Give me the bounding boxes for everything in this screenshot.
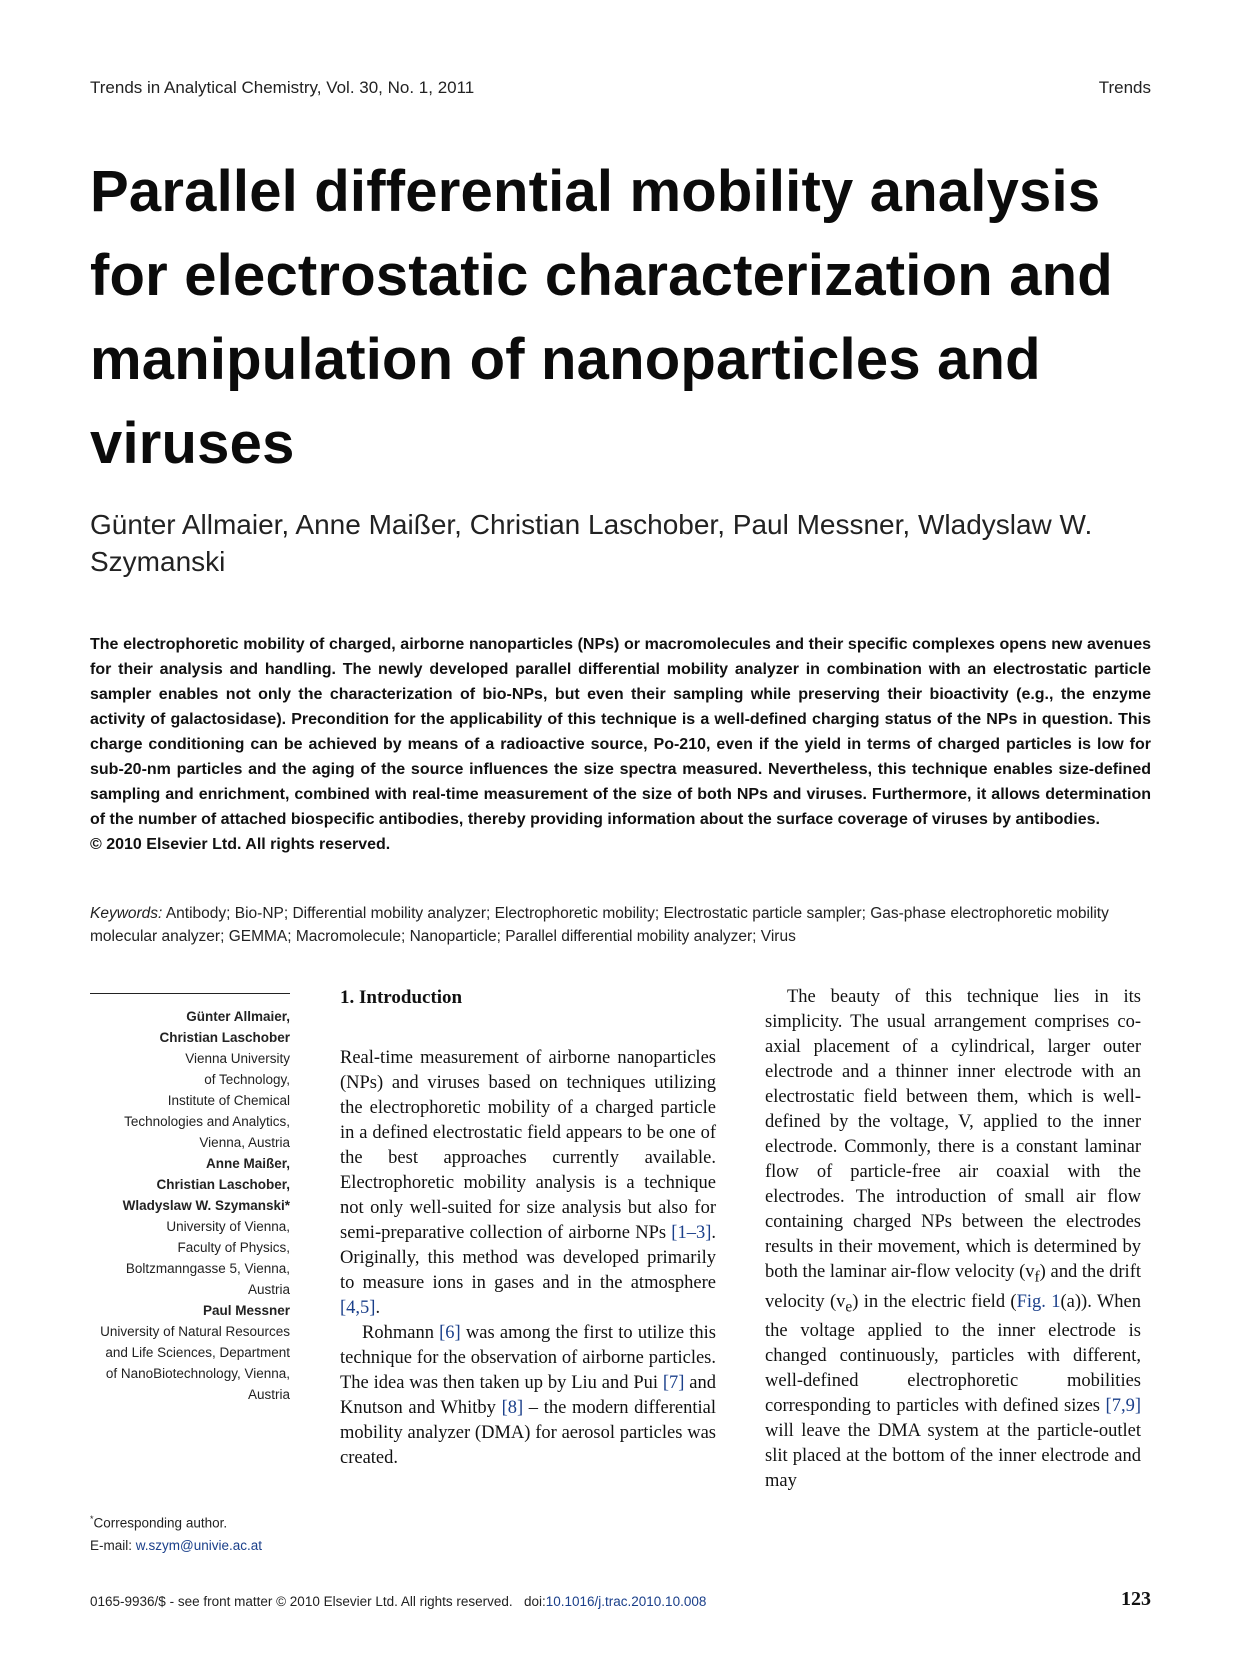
affiliations	[90, 1006, 290, 1405]
intro-paragraph-2: Rohmann [6] was among the first to utilize this technique for the observation of airborne particles. The idea was then taken up by Liu and Pui [7] and Knutson and Whitby [8] – the modern differential mobility analyzer (DMA) for aerosol particles was created.	[340, 1323, 716, 1468]
author-list: Günter Allmaier, Anne Maißer, Christian Laschober, Paul Messner, Wladyslaw W. Szymanski	[90, 509, 1093, 577]
footnote-marker: *	[90, 1514, 94, 1524]
citation-link[interactable]: [4,5]	[340, 1298, 376, 1318]
affiliation-line: University of Vienna,	[166, 1219, 290, 1234]
subscript-f: f	[1034, 1268, 1040, 1286]
doi-label: doi:	[523, 1594, 546, 1609]
affiliation-author-name: Christian Laschober	[159, 1030, 290, 1045]
doi-link[interactable]: 10.1016/j.trac.2010.10.008	[545, 1594, 707, 1609]
affiliation-author-name: Wladyslaw W. Szymanski*	[122, 1198, 290, 1213]
intro-paragraph-3: The beauty of this technique lies in its simplicity. The usual arrangement comprises co-axial placement of a cylindrical, larger outer electrode and a thinner inner electrode with an electrostatic field between them, which is well-defined by the voltage, V, applied to the inner electrode. Commonly, there is a constant laminar flow of particle-free air coaxial with the electrodes. The introduction of small air flow containing charged NPs between the electrodes results in their movement, which is determined by both the laminar air-flow velocity $(v_f)$ and the drift velocity $(v_e)$ in the electric field (Fig. 1(a)). When the voltage applied to the inner electrode is changed continuously, particles with different, well-defined electrophoretic mobilities corresponding to particles with defined sizes [7,9] will leave the DMA system at the particle-outlet slit placed at the bottom of the inner electrode and may	[765, 987, 1142, 1492]
abstract-text: The electrophoretic mobility of charged, airborne nanoparticles (NPs) or macromolecules and their specific complexes opens new avenues for their analysis and handling. The newly developed parallel differential mobility analyzer in combination with an electrostatic particle sampler enables not only the characterization of bio-NPs, but even their sampling while preserving their bioactivity (e.g., the enzyme activity of galactosidase). Precondition for the applicability of this technique is a well-defined charging status of the NPs in question. This charge conditioning can be achieved by means of a radioactive source, Po-210, even if the yield in terms of charged particles is low for sub-20-nm particles and the aging of the source influences the size spectra measured. Nevertheless, this technique enables size-defined sampling and enrichment, combined with real-time measurement of the size of both NPs and viruses. Furthermore, it allows determination of the number of attached biospecific antibodies, thereby providing information about the surface coverage of viruses by antibodies.	[90, 636, 1151, 828]
article-title: Parallel differential mobility analysis for electrostatic characterization and manipulation of nanoparticles and viruses	[90, 159, 1113, 476]
running-head-journal: Trends in Analytical Chemistry, Vol. 30, No. 1, 2011	[90, 78, 475, 97]
affiliation-line: Boltzmanngasse 5, Vienna,	[125, 1261, 290, 1276]
citation-link[interactable]: [8]	[501, 1398, 524, 1418]
affiliation-author-name: Anne Maißer,	[205, 1156, 290, 1171]
body-column-right	[765, 985, 1141, 1494]
affiliation-author-name: Günter Allmaier,	[186, 1009, 290, 1024]
email-link[interactable]: w.szym@univie.ac.at	[135, 1537, 263, 1553]
affiliation-line: Vienna, Austria	[199, 1135, 290, 1150]
affiliation-line: and Life Sciences, Department	[105, 1345, 290, 1360]
keywords-label: Keywords:	[90, 905, 163, 922]
email-label: E-mail:	[90, 1537, 133, 1553]
affiliation-line: of NanoBiotechnology, Vienna,	[105, 1366, 290, 1381]
copyright-line: © 2010 Elsevier Ltd. All rights reserved.	[90, 836, 391, 853]
citation-link[interactable]: [1–3]	[671, 1223, 712, 1243]
affiliation-line: Faculty of Physics,	[177, 1240, 290, 1255]
corresponding-author-footnote	[90, 1508, 300, 1557]
footer-text: 0165-9936/$ - see front matter © 2010 Elsevier Ltd. All rights reserved.	[90, 1594, 513, 1609]
affiliation-line: of Technology,	[204, 1072, 290, 1087]
page-number: 123	[1121, 1588, 1151, 1610]
footer-issn	[90, 1594, 706, 1609]
intro-paragraph-1: Real-time measurement of airborne nanoparticles (NPs) and viruses based on techniques utilizing the electrophoretic mobility of a charged particle in a defined electrostatic field appears to be one of the best approaches currently available. Electrophoretic mobility analysis is a technique not only well-suited for size analysis but also for semi-preparative collection of airborne NPs [1–3]. Originally, this method was developed primarily to measure ions in gases and in the atmosphere [4,5].	[340, 1048, 716, 1318]
affiliation-author-name: Christian Laschober,	[156, 1177, 290, 1192]
affiliation-line: Austria	[247, 1282, 290, 1297]
affiliation-line: Institute of Chemical	[167, 1093, 290, 1108]
keywords-text: Antibody; Bio-NP; Differential mobility analyzer; Electrophoretic mobility; Electrostatic particle sampler; Gas-phase electrophoretic mobility molecular analyzer; GEMMA; Macromolecule; Nanoparticle; Parallel differential mobility analyzer; Virus	[90, 905, 1109, 945]
keywords	[90, 902, 1151, 948]
abstract	[90, 632, 1151, 857]
affiliation-line: Vienna University	[185, 1051, 290, 1066]
citation-link[interactable]: [7]	[662, 1373, 685, 1393]
figure-link[interactable]: Fig. 1	[1016, 1291, 1061, 1312]
footnote-label: Corresponding author.	[93, 1515, 228, 1531]
affiliation-line: Technologies and Analytics,	[124, 1114, 290, 1129]
affiliation-line: University of Natural Resources	[100, 1324, 290, 1339]
citation-link[interactable]: [6]	[439, 1323, 461, 1343]
running-head-section: Trends	[1098, 78, 1151, 97]
citation-link[interactable]: [7,9]	[1105, 1396, 1141, 1417]
affiliation-divider	[90, 993, 290, 994]
section-heading-introduction: 1. Introduction	[340, 987, 463, 1008]
affiliation-line: Austria	[247, 1387, 290, 1402]
body-column-middle	[340, 985, 716, 1471]
subscript-e: e	[845, 1298, 853, 1316]
affiliation-author-name: Paul Messner	[202, 1303, 290, 1318]
